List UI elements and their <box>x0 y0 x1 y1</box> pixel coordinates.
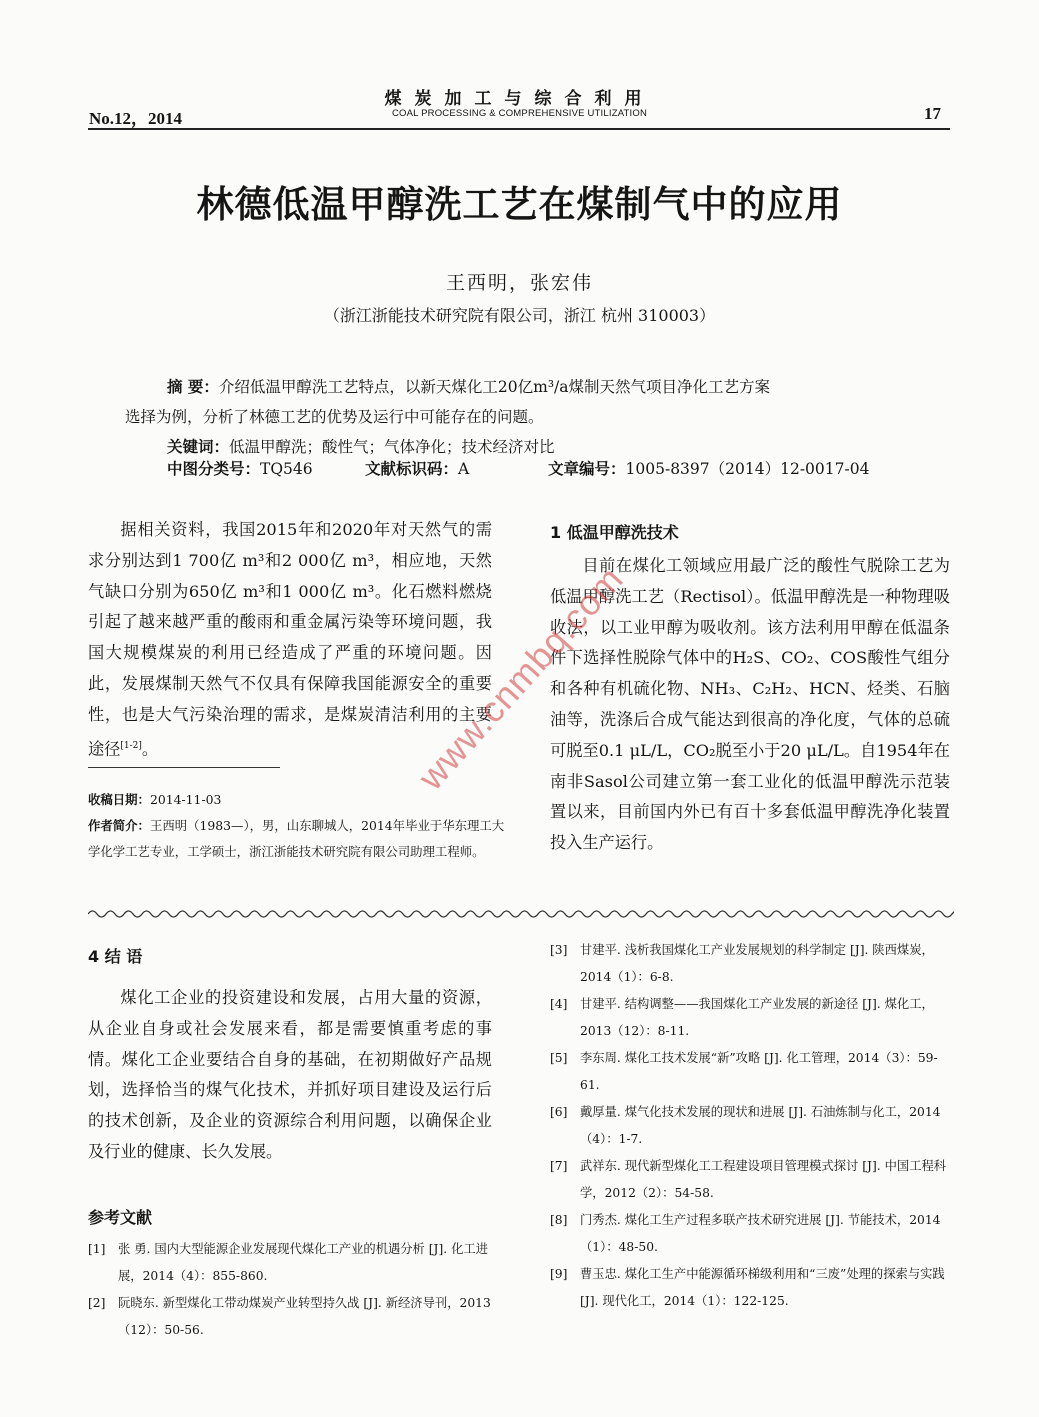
article-title: 林德低温甲醇洗工艺在煤制气中的应用 <box>196 183 843 226</box>
reference-text: 曹玉忠. 煤化工生产中能源循环梯级利用和“三废”处理的探索与实践 [J]. 现代化工，2014（1）：122-125. <box>580 1267 945 1308</box>
keywords: 低温甲醇洗；酸性气；气体净化；技术经济对比 <box>229 438 555 456</box>
section-4-heading: 4 结 语 <box>88 947 143 966</box>
reference-number: [5] <box>550 1051 568 1065</box>
reference-text: 武祥东. 现代新型煤化工工程建设项目管理模式探讨 [J]. 中国工程科学，2012（2）：54-58. <box>580 1159 947 1200</box>
reference-text: 门秀杰. 煤化工生产过程多联产技术研究进展 [J]. 节能技术，2014（1）：48-50. <box>580 1213 941 1254</box>
reference-number: [4] <box>550 997 568 1011</box>
author-bio: 王西明（1983—），男，山东聊城人，2014年毕业于华东理工大学化学工艺专业，工学硕士，浙江浙能技术研究院有限公司助理工程师。 <box>88 818 505 859</box>
doc-code: A <box>458 460 470 478</box>
references-heading: 参考文献 <box>88 1208 153 1227</box>
intro-citation: [1-2] <box>120 740 142 751</box>
intro-paragraph <box>88 515 492 765</box>
footnote-rule <box>88 767 280 768</box>
affiliation: （浙江浙能技术研究院有限公司，浙江 杭州 310003） <box>323 306 716 325</box>
intro-text: 据相关资料，我国2015年和2020年对天然气的需求分别达到1 700亿 m³和2 000亿 m³，相应地，天然气缺口分别为650亿 m³和1 000亿 m³。化石燃料燃烧引起了越来越严重的酸雨和重金属污染等环境问题，我国大规模煤炭的利用已经造成了严重的环境问题。因此，发展煤制天然气不仅具有保障我国能源安全的重要性，也是大气污染治理的需求，是煤炭清洁利用的主要途径 <box>88 520 492 758</box>
reference-item <box>550 991 950 1045</box>
issue-number: No.12，2014 <box>89 109 183 128</box>
received-label: 收稿日期： <box>88 792 150 807</box>
section-4-paragraph: 煤化工企业的投资建设和发展，占用大量的资源，从企业自身或社会发展来看，都是需要慎重考虑的事情。煤化工企业要结合自身的基础，在初期做好产品规划，选择恰当的煤气化技术，并抓好项目建设及运行后的技术创新，及企业的资源综合利用问题，以确保企业及行业的健康、长久发展。 <box>88 988 492 1161</box>
reference-number: [8] <box>550 1213 568 1227</box>
reference-text: 甘建平. 浅析我国煤化工产业发展规划的科学制定 [J]. 陕西煤炭，2014（1）：6-8. <box>580 943 934 984</box>
reference-number: [7] <box>550 1159 568 1173</box>
reference-number: [9] <box>550 1267 568 1281</box>
journal-title-cn: 煤炭加工与综合利用 <box>384 89 655 109</box>
header-rule <box>88 128 950 130</box>
reference-number: [3] <box>550 943 568 957</box>
reference-text: 张 勇. 国内大型能源企业发展现代煤化工产业的机遇分析 [J]. 化工进展，2014（4）：855-860. <box>118 1242 488 1283</box>
authors: 王西明，张宏伟 <box>445 272 593 294</box>
page-number: 17 <box>924 104 941 123</box>
section-4 <box>88 944 492 1168</box>
article-no: 1005-8397（2014）12-0017-04 <box>625 460 870 478</box>
references-right <box>550 937 950 1315</box>
reference-item <box>550 1099 950 1153</box>
wavy-divider <box>88 907 954 921</box>
author-bio-label: 作者简介： <box>88 818 150 833</box>
reference-number: [2] <box>88 1296 106 1310</box>
reference-item <box>550 1207 950 1261</box>
reference-text: 李东周. 煤化工技术发展“新”攻略 [J]. 化工管理，2014（3）：59-61. <box>580 1051 938 1092</box>
references-left <box>88 1236 492 1344</box>
article-no-label: 文章编号： <box>548 460 626 478</box>
reference-item <box>550 1261 950 1315</box>
reference-item <box>88 1290 492 1344</box>
reference-item <box>550 937 950 991</box>
abstract-label: 摘 要： <box>167 378 219 396</box>
journal-title-en: COAL PROCESSING & COMPREHENSIVE UTILIZATION <box>391 108 648 119</box>
reference-text: 甘建平. 结构调整——我国煤化工产业发展的新途径 [J]. 煤化工，2013（12）：8-11. <box>580 997 934 1038</box>
reference-number: [1] <box>88 1242 106 1256</box>
keywords-label: 关键词： <box>167 438 230 456</box>
abstract-line-1: 介绍低温甲醇洗工艺特点，以新天煤化工20亿m³/a煤制天然气项目净化工艺方案 <box>218 378 771 396</box>
intro-column <box>88 515 492 765</box>
footnote <box>88 787 508 865</box>
abstract <box>125 372 925 462</box>
reference-text: 阮晓东. 新型煤化工带动煤炭产业转型持久战 [J]. 新经济导刊，2013（12）：50-56. <box>118 1296 491 1337</box>
clc-code: TQ546 <box>260 460 313 478</box>
abstract-line-2: 选择为例，分析了林德工艺的优势及运行中可能存在的问题。 <box>125 408 544 426</box>
section-1-heading: 1 低温甲醇洗技术 <box>550 523 679 542</box>
reference-text: 戴厚量. 煤气化技术发展的现状和进展 [J]. 石油炼制与化工，2014（4）：1-7. <box>580 1105 941 1146</box>
reference-item <box>88 1236 492 1290</box>
doc-code-label: 文献标识码： <box>365 460 459 478</box>
reference-item <box>550 1045 950 1099</box>
watermark: www.cnmbq.com <box>410 558 632 798</box>
reference-number: [6] <box>550 1105 568 1119</box>
reference-item <box>550 1153 950 1207</box>
received-date: 2014-11-03 <box>149 792 222 807</box>
clc-label: 中图分类号： <box>167 460 261 478</box>
section-1-paragraph: 目前在煤化工领域应用最广泛的酸性气脱除工艺为低温甲醇洗工艺（Rectisol）。低温甲醇洗是一种物理吸收法，以工业甲醇为吸收剂。该方法利用甲醇在低温条件下选择性脱除气体中的H₂S、CO₂、COS酸性气组分和各种有机硫化物、NH₃、C₂H₂、HCN、烃类、石脑油等，洗涤后合成气能达到很高的净化度，气体的总硫可脱至0.1 μL/L，CO₂脱至小于20 μL/L。自1954年在南非Sasol公司建立第一套工业化的低温甲醇洗示范装置以来，目前国内外已有百十多套低温甲醇洗净化装置投入生产运行。 <box>550 556 950 853</box>
intro-end: 。 <box>141 738 159 758</box>
